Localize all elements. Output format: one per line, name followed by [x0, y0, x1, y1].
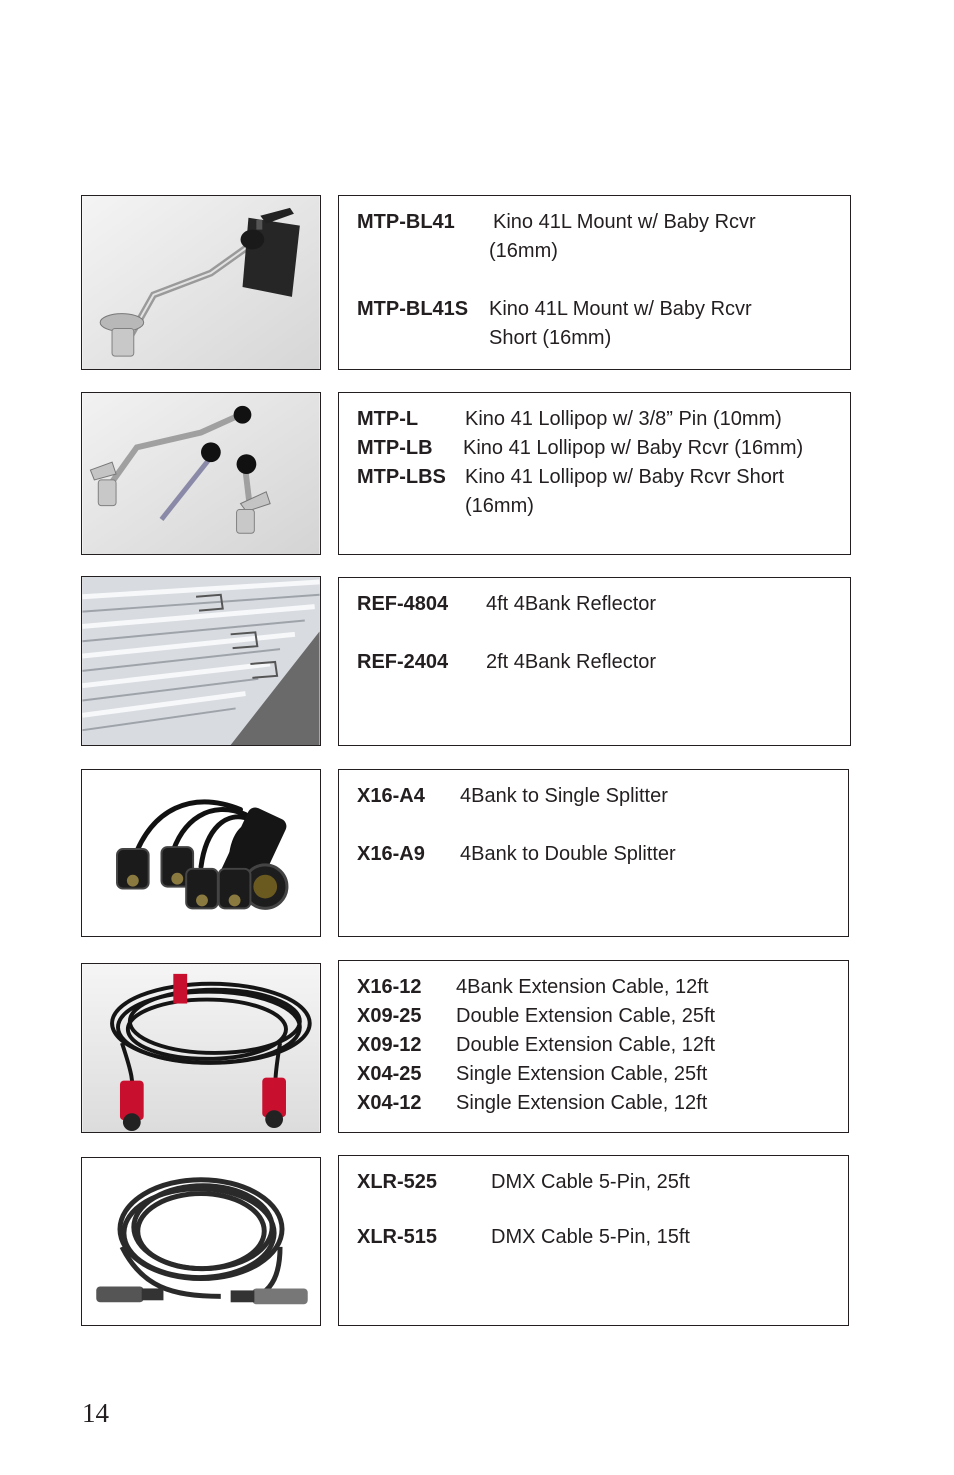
product-description: 4Bank to Double Splitter — [460, 843, 676, 865]
splitter-cable-icon — [82, 770, 320, 936]
lollipop-mounts-icon — [82, 393, 320, 554]
product-description: Kino 41 Lollipop w/ Baby Rcvr (16mm) — [463, 437, 804, 459]
product-description: (16mm) — [489, 240, 558, 262]
product-description: Double Extension Cable, 25ft — [456, 1005, 716, 1027]
product-code: X16-A9 — [357, 843, 425, 865]
product-code: X04-25 — [357, 1063, 422, 1085]
product-description: Kino 41L Mount w/ Baby Rcvr — [493, 211, 756, 233]
spec-line — [357, 237, 850, 266]
product-spec-box — [338, 769, 849, 937]
extension-cable-icon — [82, 964, 320, 1132]
product-description: Kino 41 Lollipop w/ Baby Rcvr Short — [465, 466, 785, 488]
product-description: Kino 41L Mount w/ Baby Rcvr — [489, 298, 752, 320]
product-photo-lollipop — [81, 392, 321, 555]
spec-line — [357, 295, 850, 324]
product-description: DMX Cable 5-Pin, 25ft — [491, 1171, 690, 1193]
spec-line — [357, 434, 850, 463]
spec-line — [357, 405, 850, 434]
spec-line — [357, 782, 848, 811]
spec-line — [357, 648, 850, 677]
product-photo-mount-arm — [81, 195, 321, 370]
product-code — [357, 324, 489, 353]
product-code: X09-12 — [357, 1034, 422, 1056]
spec-line — [357, 324, 850, 353]
product-code: REF-2404 — [357, 651, 449, 673]
product-photo-extension-cable — [81, 963, 321, 1133]
product-code: X16-A4 — [357, 785, 425, 807]
product-description: Double Extension Cable, 12ft — [456, 1034, 716, 1056]
product-code: XLR-525 — [357, 1171, 438, 1193]
product-code: X16-12 — [357, 976, 422, 998]
spec-line — [357, 1223, 848, 1252]
product-description: 4ft 4Bank Reflector — [486, 593, 657, 615]
product-description: 4Bank Extension Cable, 12ft — [456, 976, 709, 998]
dmx-cable-icon — [82, 1158, 320, 1325]
spec-line — [357, 1031, 848, 1060]
mount-arm-plate-icon — [82, 196, 320, 369]
product-spec-box — [338, 1155, 849, 1326]
reflector-sheet-icon — [82, 577, 320, 745]
product-code: MTP-BL41 — [357, 211, 455, 233]
spec-line — [357, 1089, 848, 1118]
product-spec-box — [338, 392, 851, 555]
product-photo-dmx-cable — [81, 1157, 321, 1326]
spec-line — [357, 1002, 848, 1031]
product-code: XLR-515 — [357, 1226, 438, 1248]
product-description: DMX Cable 5-Pin, 15ft — [491, 1226, 690, 1248]
product-photo-splitter — [81, 769, 321, 937]
product-description: Single Extension Cable, 12ft — [456, 1092, 708, 1114]
spec-line — [357, 1060, 848, 1089]
page-number: 14 — [82, 1398, 109, 1428]
product-spec-box — [338, 960, 849, 1133]
product-code: MTP-LB — [357, 437, 433, 459]
spec-line — [357, 463, 850, 492]
product-code — [357, 237, 489, 266]
spec-line — [357, 1168, 848, 1197]
product-photo-reflector — [81, 576, 321, 746]
product-code: MTP-BL41S — [357, 298, 469, 320]
product-code — [357, 492, 465, 521]
product-code: X09-25 — [357, 1005, 422, 1027]
product-description: 2ft 4Bank Reflector — [486, 651, 657, 673]
spec-line — [357, 492, 850, 521]
product-code: X04-12 — [357, 1092, 422, 1114]
spec-line — [357, 840, 848, 869]
spec-line — [357, 973, 848, 1002]
product-code: REF-4804 — [357, 593, 449, 615]
product-description: Kino 41 Lollipop w/ 3/8” Pin (10mm) — [465, 408, 782, 430]
product-spec-box — [338, 195, 851, 370]
product-spec-box — [338, 577, 851, 746]
product-description: Short (16mm) — [489, 327, 612, 349]
product-description: 4Bank to Single Splitter — [460, 785, 668, 807]
product-description: Single Extension Cable, 25ft — [456, 1063, 708, 1085]
product-code: MTP-LBS — [357, 466, 446, 488]
spec-line — [357, 208, 850, 237]
product-code: MTP-L — [357, 408, 419, 430]
product-description: (16mm) — [465, 495, 534, 517]
spec-line — [357, 590, 850, 619]
